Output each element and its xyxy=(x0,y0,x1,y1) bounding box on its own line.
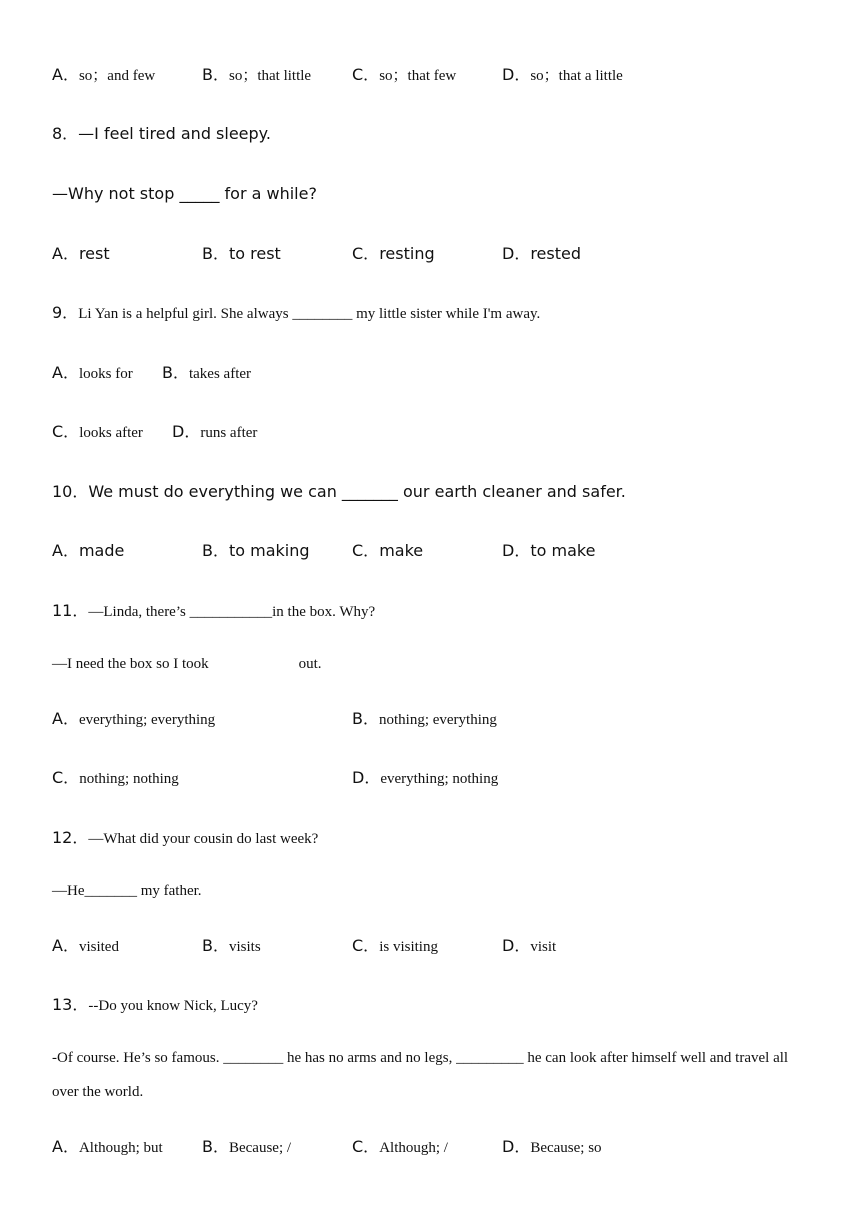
q8-stem: 8．—I feel tired and sleepy. xyxy=(52,124,271,143)
q10-stem: 10．We must do everything we can _______ our earth cleaner and safer. xyxy=(52,482,626,501)
q9-option-d: D．runs after xyxy=(172,422,258,441)
q13-stem: 13．--Do you know Nick, Lucy? xyxy=(52,995,258,1014)
q7-option-d: D．so；that a little xyxy=(502,65,623,84)
q11-line2: —I need the box so I took out. xyxy=(52,656,322,672)
q8-line2: —Why not stop _____ for a while? xyxy=(52,184,317,203)
q13-line2: -Of course. He’s so famous. ________ he has no arms and no legs, _________ he can look after himself well and travel all xyxy=(52,1050,789,1066)
q7-option-a: A．so；and few xyxy=(52,65,156,84)
q13-option-c: C．Although; / xyxy=(352,1137,448,1156)
q13-option-a: A．Although; but xyxy=(52,1137,163,1156)
q9-option-b: B．takes after xyxy=(162,363,252,382)
q12-option-d: D．visit xyxy=(502,936,557,955)
q8-option-d: D．rested xyxy=(502,244,582,263)
q8-option-b: B．to rest xyxy=(202,244,281,263)
q11-option-b: B．nothing; everything xyxy=(352,709,497,728)
q9-option-a: A．looks for xyxy=(52,363,133,382)
q11-blank: ___________ xyxy=(189,604,273,620)
q13-option-b: B．Because; / xyxy=(202,1137,292,1156)
q12-line2: —He_______ my father. xyxy=(52,883,202,899)
q13-line3: over the world. xyxy=(52,1084,144,1100)
q10-option-a: A．made xyxy=(52,541,125,560)
q11-option-c: C．nothing; nothing xyxy=(52,768,179,787)
q12-stem: 12．—What did your cousin do last week? xyxy=(52,828,319,847)
q12-option-c: C．is visiting xyxy=(352,936,438,955)
q12-option-b: B．visits xyxy=(202,936,261,955)
q12-option-a: A．visited xyxy=(52,936,119,955)
q10-option-d: D．to make xyxy=(502,541,596,560)
q11-stem: 11．—Linda, there’s ___________in the box. Why? xyxy=(52,601,376,620)
q11-option-d: D．everything; nothing xyxy=(352,768,499,787)
q10-option-b: B．to making xyxy=(202,541,310,560)
q11-option-a: A．everything; everything xyxy=(52,709,216,728)
q9-option-c: C．looks after xyxy=(52,422,143,441)
q9-stem: 9．Li Yan is a helpful girl. She always ________ my little sister while I'm away. xyxy=(52,303,541,322)
q8-option-c: C．resting xyxy=(352,244,435,263)
q7-option-b: B．so；that little xyxy=(202,65,312,84)
q8-option-a: A．rest xyxy=(52,244,110,263)
q13-option-d: D．Because; so xyxy=(502,1137,602,1156)
q7-option-c: C．so；that few xyxy=(352,65,457,84)
q10-option-c: C．make xyxy=(352,541,424,560)
